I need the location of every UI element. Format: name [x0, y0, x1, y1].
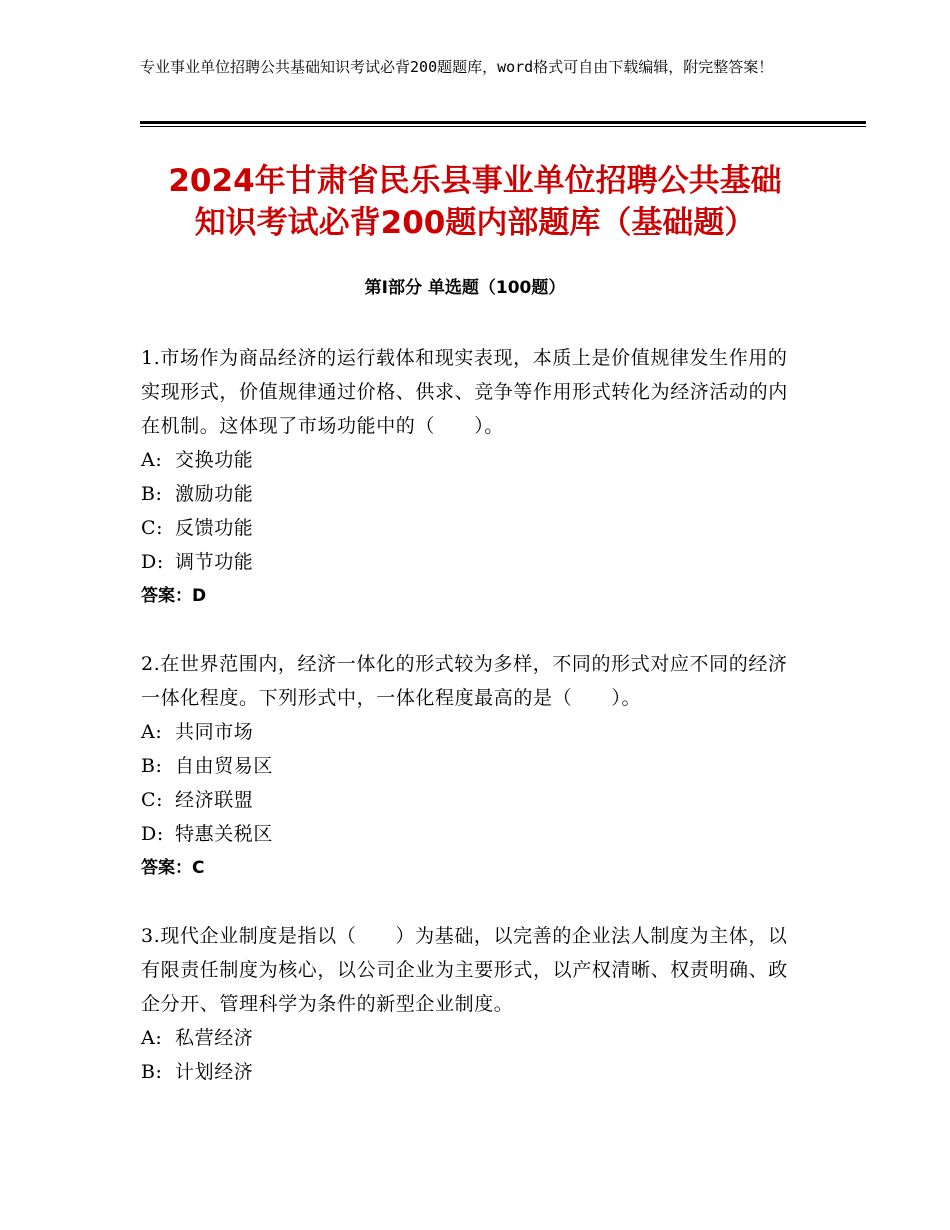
option-text: 经济联盟 — [175, 789, 254, 811]
option-text: 调节功能 — [175, 551, 254, 573]
question-text: 2.在世界范围内，经济一体化的形式较为多样，不同的形式对应不同的经济一体化程度。下列形式中，一体化程度最高的是（ ）。 — [141, 653, 788, 709]
option-d — [141, 817, 801, 851]
option-a — [141, 1021, 801, 1055]
option-key: C: — [141, 789, 164, 811]
option-c — [141, 783, 801, 817]
option-key: C: — [141, 517, 164, 539]
option-key: D: — [141, 551, 164, 573]
option-text: 激励功能 — [175, 483, 254, 505]
option-text: 共同市场 — [175, 721, 254, 743]
answer: 答案：D — [141, 586, 207, 606]
option-a — [141, 715, 801, 749]
option-key: B: — [141, 483, 163, 505]
option-text: 交换功能 — [175, 449, 254, 471]
option-text: 计划经济 — [175, 1061, 254, 1083]
question-text: 3.现代企业制度是指以（ ）为基础，以完善的企业法人制度为主体，以有限责任制度为核心，以公司企业为主要形式，以产权清晰、权责明确、政企分开、管理科学为条件的新型企业制度。 — [141, 925, 788, 1015]
title-line-2: 知识考试必背200题内部题库（基础题） — [194, 205, 756, 241]
header-divider-thin — [140, 126, 866, 127]
option-key: D: — [141, 823, 164, 845]
question-text: 1.市场作为商品经济的运行载体和现实表现，本质上是价值规律发生作用的实现形式，价值规律通过价格、供求、竞争等作用形式转化为经济活动的内在机制。这体现了市场功能中的（ ）。 — [141, 347, 788, 437]
option-text: 私营经济 — [175, 1027, 254, 1049]
option-b — [141, 749, 801, 783]
option-text: 反馈功能 — [175, 517, 254, 539]
document-title — [100, 160, 850, 244]
answer: 答案：C — [141, 858, 205, 878]
option-key: A: — [141, 449, 163, 471]
question-2 — [141, 647, 801, 885]
option-text: 自由贸易区 — [175, 755, 274, 777]
option-key: A: — [141, 1027, 163, 1049]
option-b — [141, 477, 801, 511]
option-c — [141, 511, 801, 545]
option-a — [141, 443, 801, 477]
title-line-1: 2024年甘肃省民乐县事业单位招聘公共基础 — [168, 163, 782, 199]
option-key: B: — [141, 755, 163, 777]
option-key: B: — [141, 1061, 163, 1083]
question-3 — [141, 919, 801, 1089]
option-key: A: — [141, 721, 163, 743]
question-1 — [141, 341, 801, 613]
option-b — [141, 1055, 801, 1089]
question-list — [141, 341, 801, 1123]
option-d — [141, 545, 801, 579]
header-note: 专业事业单位招聘公共基础知识考试必背200题题库，word格式可自由下载编辑，附完整答案！ — [140, 58, 774, 76]
header-divider-thick — [140, 121, 866, 124]
section-title: 第Ⅰ部分 单选题（100题） — [364, 278, 566, 298]
option-text: 特惠关税区 — [175, 823, 274, 845]
